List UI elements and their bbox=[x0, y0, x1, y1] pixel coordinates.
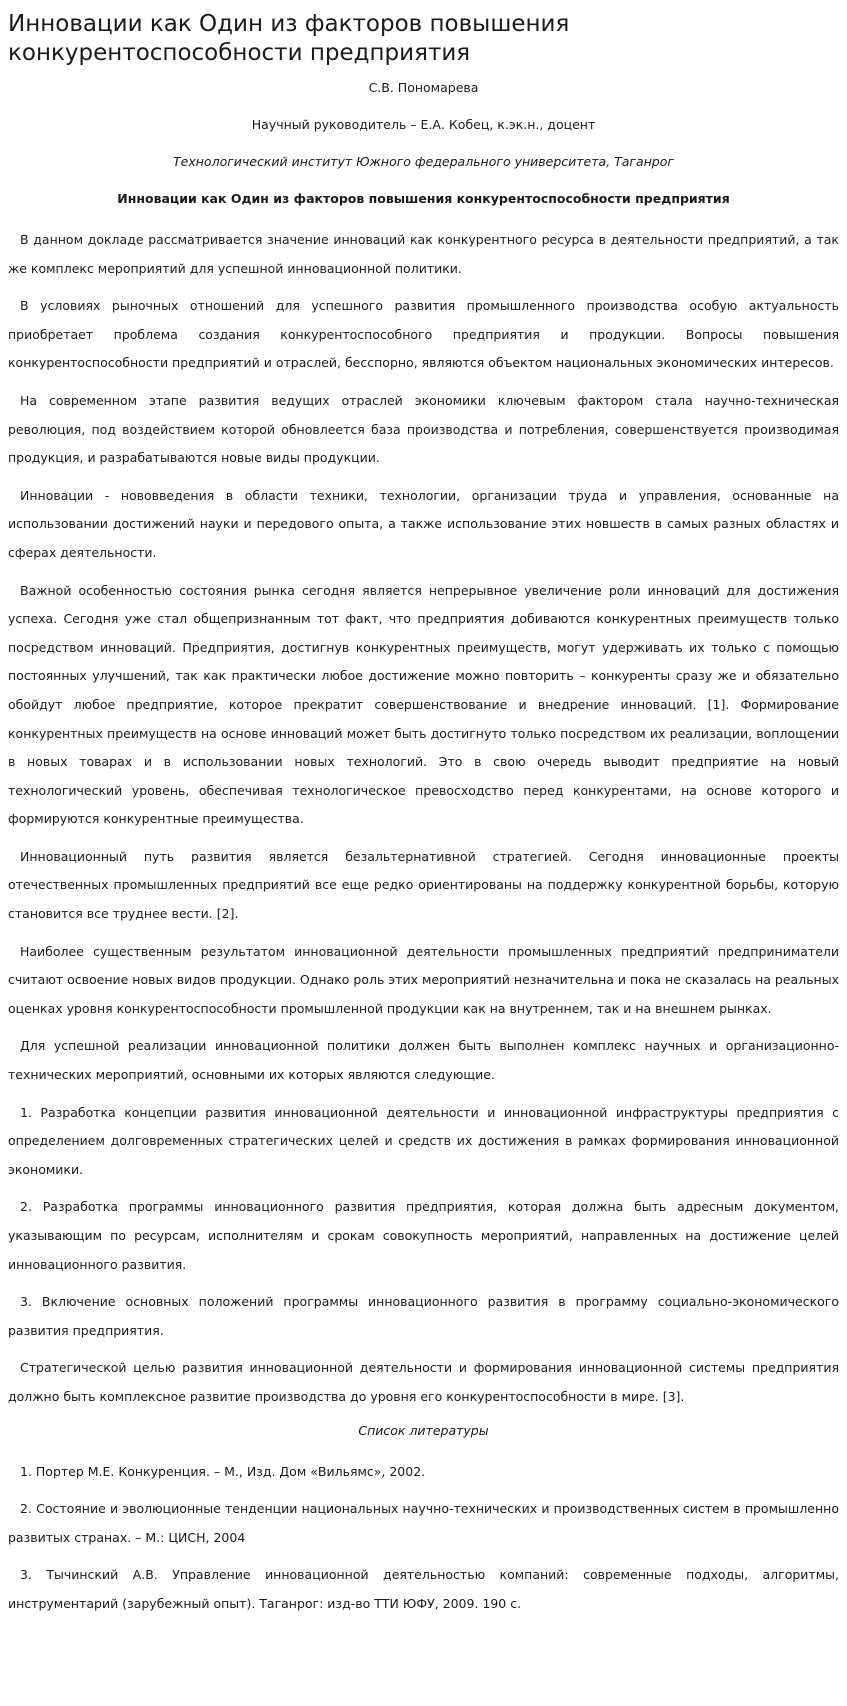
list-item: 1. Разработка концепции развития инновационной деятельности и инновационной инфраструктуры предприятия с определением долговременных стратегических целей и средств их достижения в рамках формирования инновационной экономики. bbox=[8, 1104, 839, 1177]
reference-item: 2. Состояние и эволюционные тенденции национальных научно-технических и производственных систем в промышленно развитых странах. – М.: ЦИСН, 2004 bbox=[8, 1501, 839, 1545]
reference-item: 3. Тычинский А.В. Управление инновационной деятельностью компаний: современные подходы, алгоритмы, инструментарий (зарубежный опыт). Таганрог: изд-во ТТИ ЮФУ, 2009. 190 с. bbox=[8, 1567, 839, 1611]
paragraph: Стратегической целью развития инновационной деятельности и формирования инновационной системы предприятия должно быть комплексное развитие производства до уровня его конкурентоспособности в мире. [3]. bbox=[8, 1360, 839, 1404]
paragraph: Инновации - нововведения в области техники, технологии, организации труда и управления, основанные на использовании достижений науки и передового опыта, а также использование этих новшеств в самых разных областях и сферах деятельности. bbox=[8, 487, 839, 560]
reference-item: 1. Портер М.Е. Конкуренция. – М., Изд. Дом «Вильямс», 2002. bbox=[20, 1463, 426, 1479]
paragraph: Инновационный путь развития является безальтернативной стратегией. Сегодня инновационные проекты отечественных промышленных предприятий все еще редко ориентированы на поддержку конкурентной борьбы, которую становится все труднее вести. [2]. bbox=[8, 848, 839, 922]
list-item: 2. Разработка программы инновационного развития предприятия, которая должна быть адресным документом, указывающим по ресурсам, исполнителям и срокам совокупность мероприятий, направленных на достижение целей инновационного развития. bbox=[8, 1199, 839, 1272]
document-title: Инновации как Один из факторов повышения конкурентоспособности предприятия bbox=[8, 11, 570, 66]
paragraph: Наиболее существенным результатом инновационной деятельности промышленных предприятий предприниматели считают освоение новых видов продукции. Однако роль этих мероприятий незначительна и пока не сказалась на реальных оценках уровня конкурентоспособности промышленной продукции как на внутреннем, так и на внешнем рынках. bbox=[8, 943, 839, 1016]
institution: Технологический институт Южного федерального университета, Таганрог bbox=[173, 154, 674, 169]
list-item: 3. Включение основных положений программы инновационного развития в программу социально-экономического развития предприятия. bbox=[8, 1294, 839, 1338]
paragraph: В данном докладе рассматривается значение инноваций как конкурентного ресурса в деятельности предприятий, а так же комплекс мероприятий для успешной инновационной политики. bbox=[8, 232, 839, 276]
article-heading: Инновации как Один из факторов повышения конкурентоспособности предприятия bbox=[117, 191, 730, 206]
author: С.В. Пономарева bbox=[368, 80, 479, 95]
paragraph: Важной особенностью состояния рынка сегодня является непрерывное увеличение роли инноваций для достижения успеха. Сегодня уже стал общепризнанным тот факт, что предприятия добиваются конкурентных преимуществ только посредством инноваций. Предприятия, достигнув конкурентных преимуществ, могут удерживать их только с помощью постоянных улучшений, так как практически любое достижение можно повторить – конкуренты сразу же и обязательно обойдут любое предприятие, которое прекратит совершенствование и внедрение инноваций. [1]. Формирование конкурентных преимуществ на основе инноваций может быть достигнуто только посредством их реализации, воплощении в новых товарах и в использовании новых технологий. Это в свою очередь выводит предприятие на новый технологический уровень, обеспечивая технологическое превосходство перед конкурентами, на основе которого и формируются конкурентные преимущества. bbox=[8, 582, 839, 827]
paragraph: Для успешной реализации инновационной политики должен быть выполнен комплекс научных и организационно-технических мероприятий, основными их которых являются следующие. bbox=[8, 1038, 839, 1083]
paragraph: В условиях рыночных отношений для успешного развития промышленного производства особую актуальность приобретает проблема создания конкурентоспособного предприятия и продукции. Вопросы повышения конкурентоспособности предприятий и отраслей, бесспорно, являются объектом национальных экономических интересов. bbox=[8, 298, 839, 371]
paragraph: На современном этапе развития ведущих отраслей экономики ключевым фактором стала научно-техническая революция, под воздействием которой обновлеется база производства и потребления, совершенствуется производимая продукция, и разрабатываются новые виды продукции. bbox=[8, 392, 839, 466]
supervisor: Научный руководитель – Е.А. Кобец, к.эк.н., доцент bbox=[251, 117, 596, 132]
references-heading: Список литературы bbox=[358, 1422, 489, 1438]
